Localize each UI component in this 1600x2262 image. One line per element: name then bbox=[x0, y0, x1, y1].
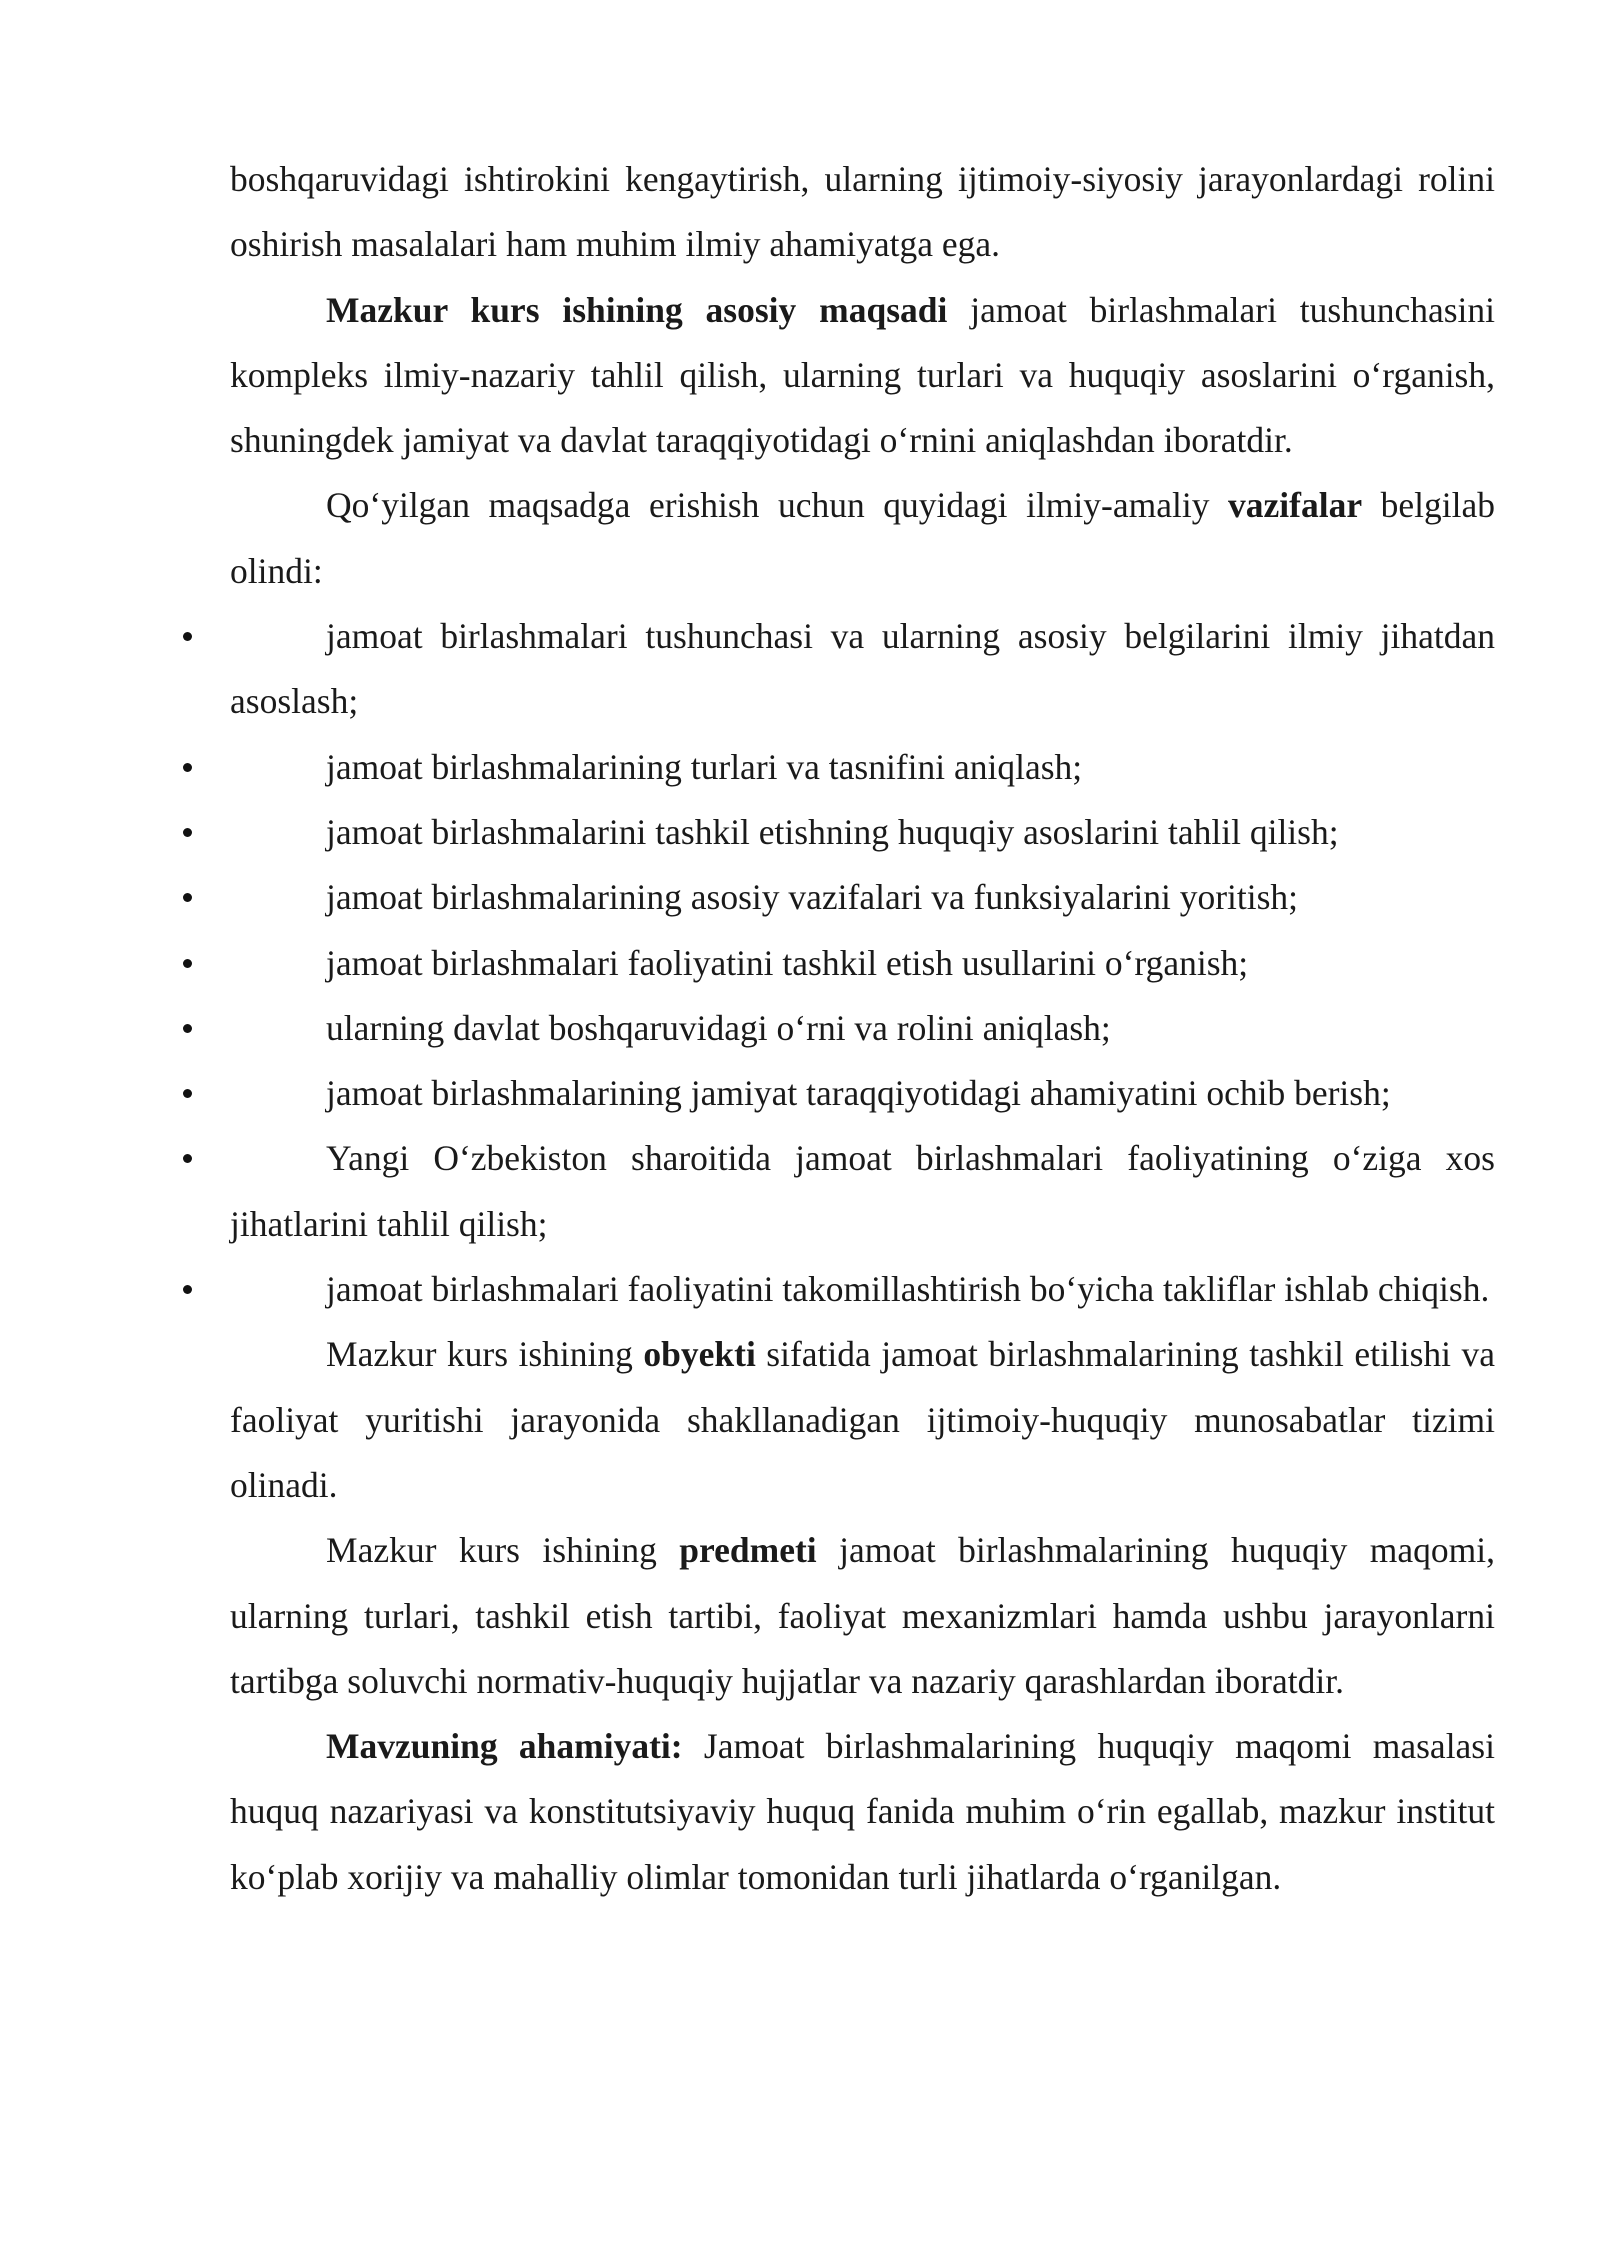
tasks-intro-paragraph bbox=[230, 473, 1495, 604]
bullet-icon bbox=[183, 959, 192, 968]
list-item bbox=[230, 735, 1495, 800]
list-item-text: jamoat birlashmalari tushunchasi va ularning asosiy belgilarini ilmiy jihatdan asoslash; bbox=[230, 616, 1495, 722]
relevance-heading: Mavzuning ahamiyati: bbox=[326, 1726, 683, 1767]
bullet-icon bbox=[183, 893, 192, 902]
list-item bbox=[230, 1257, 1495, 1322]
object-before: Mazkur kurs ishining bbox=[326, 1334, 644, 1375]
list-item bbox=[230, 1061, 1495, 1126]
relevance-text: Jamoat birlashmalarining huquqiy maqomi masalasi huquq nazariyasi va konstitutsiyaviy huquq fanida muhim o‘rin egallab, mazkur institut ko‘plab xorijiy va mahalliy olimlar tomonidan turli jihatlarda o‘rganilgan. bbox=[230, 1726, 1495, 1897]
list-item-text: Yangi O‘zbekiston sharoitida jamoat birlashmalari faoliyatining o‘ziga xos jihatlarini tahlil qilish; bbox=[230, 1138, 1495, 1244]
list-item-text: jamoat birlashmalarining asosiy vazifalari va funksiyalarini yoritish; bbox=[326, 877, 1299, 918]
list-item bbox=[230, 1126, 1495, 1257]
bullet-icon bbox=[183, 1154, 192, 1163]
object-keyword: obyekti bbox=[643, 1334, 756, 1375]
list-item bbox=[230, 800, 1495, 865]
list-item-text: jamoat birlashmalari faoliyatini takomillashtirish bo‘yicha takliflar ishlab chiqish. bbox=[326, 1269, 1490, 1310]
list-item bbox=[230, 996, 1495, 1061]
list-item bbox=[230, 865, 1495, 930]
list-item-text: jamoat birlashmalarining jamiyat taraqqiyotidagi ahamiyatini ochib berish; bbox=[326, 1073, 1391, 1114]
tasks-intro-keyword: vazifalar bbox=[1228, 485, 1363, 526]
list-item-text: jamoat birlashmalari faoliyatini tashkil etish usullarini o‘rganish; bbox=[326, 942, 1249, 983]
object-after: sifatida jamoat birlashmalarining tashkil etilishi va faoliyat yuritishi jarayonida shakllanadigan ijtimoiy-huquqiy munosabatlar tizimi olinadi. bbox=[230, 1334, 1495, 1505]
list-item bbox=[230, 931, 1495, 996]
intro-text: boshqaruvidagi ishtirokini kengaytirish, ularning ijtimoiy-siyosiy jarayonlardagi rolini oshirish masalalari ham muhim ilmiy ahamiyatga ega. bbox=[230, 159, 1495, 265]
list-item-text: jamoat birlashmalarining turlari va tasnifini aniqlash; bbox=[326, 746, 1083, 787]
goal-text: jamoat birlashmalari tushunchasini kompleks ilmiy-nazariy tahlil qilish, ularning turlari va huquqiy asoslarini o‘rganish, shuningdek jamiyat va davlat taraqqiyotidagi o‘rnini aniqlashdan iboratdir. bbox=[230, 289, 1495, 461]
bullet-icon bbox=[183, 1285, 192, 1294]
bullet-icon bbox=[183, 1089, 192, 1098]
list-item-text: jamoat birlashmalarini tashkil etishning huquqiy asoslarini tahlil qilish; bbox=[326, 811, 1339, 852]
subject-keyword: predmeti bbox=[679, 1530, 817, 1571]
list-item bbox=[230, 604, 1495, 735]
bullet-icon bbox=[183, 828, 192, 837]
list-item-text: ularning davlat boshqaruvidagi o‘rni va rolini aniqlash; bbox=[326, 1007, 1111, 1048]
goal-heading: Mazkur kurs ishining asosiy maqsadi bbox=[326, 289, 948, 330]
bullet-icon bbox=[183, 632, 192, 641]
document-page bbox=[230, 147, 1495, 1910]
subject-after: jamoat birlashmalarining huquqiy maqomi, ularning turlari, tashkil etish tartibi, faoliyat mexanizmlari hamda ushbu jarayonlarni tartibga soluvchi normativ-huquqiy hujjatlar va nazariy qarashlardan iboratdir. bbox=[230, 1530, 1495, 1701]
goal-paragraph bbox=[230, 278, 1495, 474]
intro-paragraph bbox=[230, 147, 1495, 278]
subject-before: Mazkur kurs ishining bbox=[326, 1530, 680, 1571]
tasks-intro-after: belgilab olindi: bbox=[230, 485, 1495, 591]
bullet-icon bbox=[183, 1024, 192, 1033]
object-paragraph bbox=[230, 1322, 1495, 1518]
tasks-list bbox=[230, 604, 1495, 1322]
subject-paragraph bbox=[230, 1518, 1495, 1714]
bullet-icon bbox=[183, 763, 192, 772]
tasks-intro-before: Qo‘yilgan maqsadga erishish uchun quyidagi ilmiy-amaliy bbox=[326, 485, 1229, 526]
relevance-paragraph bbox=[230, 1714, 1495, 1910]
